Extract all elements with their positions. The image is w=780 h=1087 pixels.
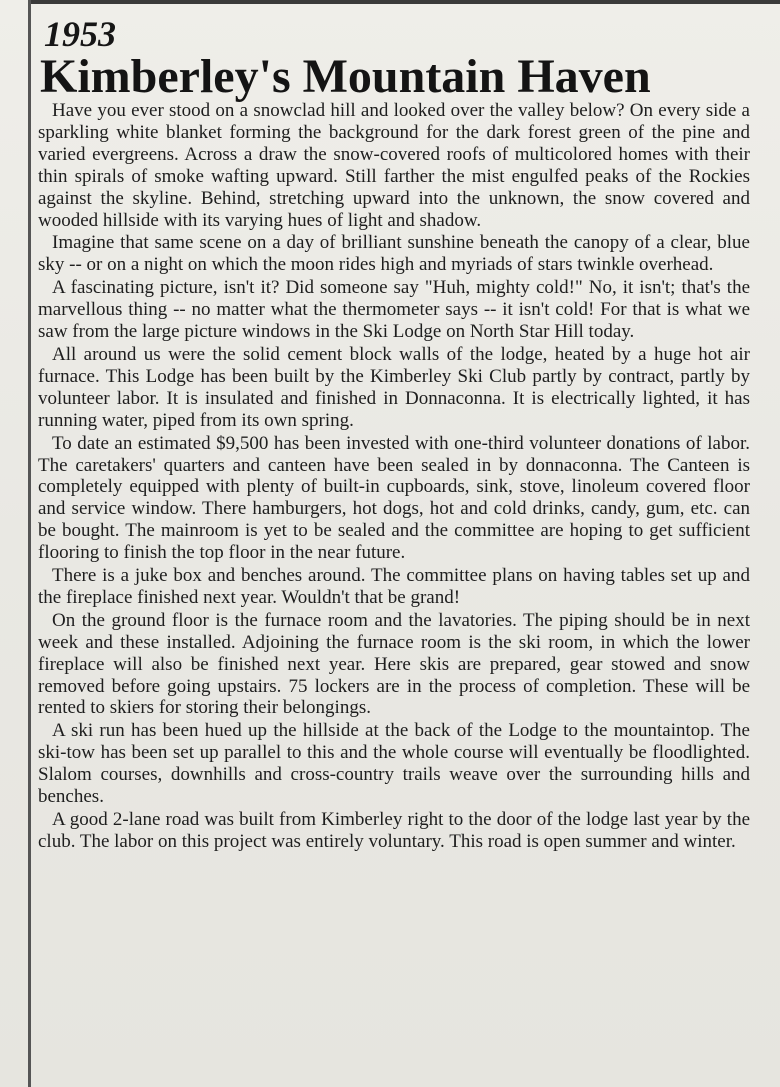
top-border-rule — [28, 0, 780, 4]
article-paragraph: Imagine that same scene on a day of brilliant sunshine beneath the canopy of a clear, blue sky -- or on a night on which the moon rides high and myriads of stars twinkle overhead. — [38, 232, 750, 276]
left-border-rule — [28, 0, 31, 1087]
article-paragraph: A fascinating picture, isn't it? Did someone say "Huh, mighty cold!" No, it isn't; that's the marvellous thing -- no matter what the thermometer says -- it isn't cold! For that is what we saw from the large picture windows in the Ski Lodge on North Star Hill today. — [38, 277, 750, 343]
article-paragraph: To date an estimated $9,500 has been invested with one-third volunteer donations of labor. The caretakers' quarters and canteen have been sealed in by donnaconna. The Canteen is completely equipped with plenty of built-in cupboards, sink, stove, linoleum covered floor and service window. There hamburgers, hot dogs, hot and cold drinks, candy, gum, etc. can be bought. The mainroom is yet to be sealed and the committee are hoping to get sufficient flooring to finish the top floor in the near future. — [38, 432, 750, 564]
article-headline: Kimberley's Mountain Haven — [40, 50, 651, 103]
article-year: 1953 — [44, 14, 116, 54]
article-paragraph: A ski run has been hued up the hillside at the back of the Lodge to the mountaintop. The ski-tow has been set up parallel to this and the whole course will eventually be floodlighted. Slalom courses, downhills and cross-country trails weave over the surrounding hills and benches. — [38, 720, 750, 808]
article-paragraph: Have you ever stood on a snowclad hill and looked over the valley below? On every side a sparkling white blanket forming the background for the dark forest green of the pine and varied evergreens. Across a draw the snow-covered roofs of multicolored homes with their thin spirals of smoke wafting upward. Still farther the mist engulfed peaks of the Rockies against the skyline. Behind, stretching upward into the unknown, the snow covered and wooded hillside with its varying hues of light and shadow. — [38, 100, 750, 231]
article-paragraph: A good 2-lane road was built from Kimberley right to the door of the lodge last year by the club. The labor on this project was entirely voluntary. This road is open summer and winter. — [38, 809, 750, 852]
article-paragraph: All around us were the solid cement block walls of the lodge, heated by a huge hot air furnace. This Lodge has been built by the Kimberley Ski Club partly by contract, partly by volunteer labor. It is insulated and finished in Donnaconna. It is electrically lighted, it has running water, piped from its own spring. — [38, 343, 750, 431]
article-body — [38, 100, 750, 854]
article-paragraph: There is a juke box and benches around. The committee plans on having tables set up and the fireplace finished next year. Wouldn't that be grand! — [38, 565, 750, 608]
article-paragraph: On the ground floor is the furnace room and the lavatories. The piping should be in next week and these installed. Adjoining the furnace room is the ski room, in which the lower fireplace will also be finished next year. Here skis are prepared, gear stowed and snow removed before going upstairs. 75 lockers are in the process of completion. These will be rented to skiers for storing their belongings. — [38, 609, 750, 719]
